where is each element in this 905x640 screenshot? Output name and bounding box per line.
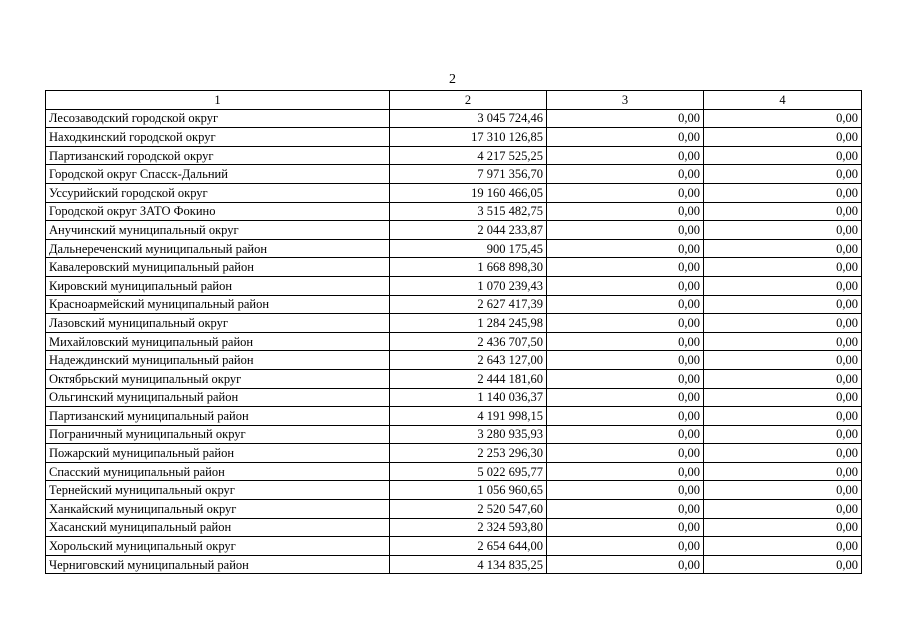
value-cell-col-3: 0,00: [547, 425, 704, 444]
municipality-name-cell: Находкинский городской округ: [46, 128, 390, 147]
value-cell-col-4: 0,00: [704, 481, 862, 500]
table-row: [46, 351, 862, 370]
value-cell-col-2: 4 217 525,25: [390, 146, 547, 165]
value-cell-col-3: 0,00: [547, 369, 704, 388]
value-cell-col-4: 0,00: [704, 462, 862, 481]
value-cell-col-4: 0,00: [704, 314, 862, 333]
value-cell-col-4: 0,00: [704, 407, 862, 426]
value-cell-col-2: 2 520 547,60: [390, 500, 547, 519]
table-row: [46, 146, 862, 165]
municipality-name-cell: Спасский муниципальный район: [46, 462, 390, 481]
table-row: [46, 518, 862, 537]
value-cell-col-2: 2 436 707,50: [390, 332, 547, 351]
value-cell-col-4: 0,00: [704, 276, 862, 295]
value-cell-col-2: 4 134 835,25: [390, 555, 547, 574]
value-cell-col-3: 0,00: [547, 165, 704, 184]
municipality-name-cell: Красноармейский муниципальный район: [46, 295, 390, 314]
table-body: [46, 109, 862, 574]
value-cell-col-3: 0,00: [547, 537, 704, 556]
budget-table: [45, 90, 862, 574]
value-cell-col-4: 0,00: [704, 221, 862, 240]
municipality-name-cell: Лазовский муниципальный округ: [46, 314, 390, 333]
value-cell-col-4: 0,00: [704, 128, 862, 147]
value-cell-col-2: 3 515 482,75: [390, 202, 547, 221]
value-cell-col-4: 0,00: [704, 165, 862, 184]
value-cell-col-4: 0,00: [704, 537, 862, 556]
municipality-name-cell: Партизанский муниципальный район: [46, 407, 390, 426]
table-row: [46, 295, 862, 314]
table-row: [46, 481, 862, 500]
value-cell-col-2: 5 022 695,77: [390, 462, 547, 481]
value-cell-col-2: 2 324 593,80: [390, 518, 547, 537]
value-cell-col-4: 0,00: [704, 146, 862, 165]
value-cell-col-4: 0,00: [704, 351, 862, 370]
value-cell-col-3: 0,00: [547, 146, 704, 165]
value-cell-col-2: 900 175,45: [390, 239, 547, 258]
value-cell-col-4: 0,00: [704, 369, 862, 388]
municipality-name-cell: Михайловский муниципальный район: [46, 332, 390, 351]
page-number: 2: [449, 72, 456, 87]
table-row: [46, 388, 862, 407]
table-row: [46, 276, 862, 295]
value-cell-col-3: 0,00: [547, 276, 704, 295]
value-cell-col-2: 4 191 998,15: [390, 407, 547, 426]
municipality-name-cell: Октябрьский муниципальный округ: [46, 369, 390, 388]
value-cell-col-3: 0,00: [547, 407, 704, 426]
municipality-name-cell: Дальнереченский муниципальный район: [46, 239, 390, 258]
municipality-name-cell: Городской округ Спасск-Дальний: [46, 165, 390, 184]
value-cell-col-4: 0,00: [704, 109, 862, 128]
value-cell-col-3: 0,00: [547, 314, 704, 333]
municipality-name-cell: Черниговский муниципальный район: [46, 555, 390, 574]
value-cell-col-4: 0,00: [704, 258, 862, 277]
value-cell-col-2: 2 627 417,39: [390, 295, 547, 314]
value-cell-col-2: 17 310 126,85: [390, 128, 547, 147]
municipality-name-cell: Пограничный муниципальный округ: [46, 425, 390, 444]
municipality-name-cell: Хорольский муниципальный округ: [46, 537, 390, 556]
value-cell-col-3: 0,00: [547, 221, 704, 240]
value-cell-col-2: 1 284 245,98: [390, 314, 547, 333]
municipality-name-cell: Партизанский городской округ: [46, 146, 390, 165]
value-cell-col-2: 2 253 296,30: [390, 444, 547, 463]
municipality-name-cell: Надеждинский муниципальный район: [46, 351, 390, 370]
column-header-1: 1: [46, 91, 390, 110]
table-row: [46, 128, 862, 147]
value-cell-col-3: 0,00: [547, 239, 704, 258]
municipality-name-cell: Лесозаводский городской округ: [46, 109, 390, 128]
table-row: [46, 109, 862, 128]
municipality-name-cell: Городской округ ЗАТО Фокино: [46, 202, 390, 221]
value-cell-col-3: 0,00: [547, 481, 704, 500]
value-cell-col-4: 0,00: [704, 500, 862, 519]
value-cell-col-2: 3 280 935,93: [390, 425, 547, 444]
value-cell-col-3: 0,00: [547, 109, 704, 128]
table-row: [46, 221, 862, 240]
municipality-name-cell: Хасанский муниципальный район: [46, 518, 390, 537]
value-cell-col-3: 0,00: [547, 444, 704, 463]
value-cell-col-4: 0,00: [704, 388, 862, 407]
municipality-name-cell: Ханкайский муниципальный округ: [46, 500, 390, 519]
value-cell-col-4: 0,00: [704, 295, 862, 314]
column-header-4: 4: [704, 91, 862, 110]
value-cell-col-2: 1 070 239,43: [390, 276, 547, 295]
value-cell-col-4: 0,00: [704, 183, 862, 202]
table-row: [46, 555, 862, 574]
value-cell-col-3: 0,00: [547, 295, 704, 314]
value-cell-col-2: 7 971 356,70: [390, 165, 547, 184]
value-cell-col-4: 0,00: [704, 444, 862, 463]
table-row: [46, 165, 862, 184]
value-cell-col-4: 0,00: [704, 425, 862, 444]
value-cell-col-3: 0,00: [547, 258, 704, 277]
municipality-name-cell: Уссурийский городской округ: [46, 183, 390, 202]
value-cell-col-2: 2 044 233,87: [390, 221, 547, 240]
value-cell-col-2: 2 654 644,00: [390, 537, 547, 556]
value-cell-col-3: 0,00: [547, 202, 704, 221]
value-cell-col-4: 0,00: [704, 202, 862, 221]
table-row: [46, 239, 862, 258]
value-cell-col-2: 3 045 724,46: [390, 109, 547, 128]
table-row: [46, 425, 862, 444]
table-row: [46, 258, 862, 277]
value-cell-col-4: 0,00: [704, 332, 862, 351]
value-cell-col-3: 0,00: [547, 128, 704, 147]
municipality-name-cell: Кавалеровский муниципальный район: [46, 258, 390, 277]
table-header-row: [46, 91, 862, 110]
value-cell-col-3: 0,00: [547, 332, 704, 351]
table-row: [46, 314, 862, 333]
table-row: [46, 202, 862, 221]
value-cell-col-2: 19 160 466,05: [390, 183, 547, 202]
value-cell-col-2: 1 140 036,37: [390, 388, 547, 407]
table-row: [46, 444, 862, 463]
table-row: [46, 500, 862, 519]
municipality-name-cell: Ольгинский муниципальный район: [46, 388, 390, 407]
table-row: [46, 332, 862, 351]
value-cell-col-3: 0,00: [547, 518, 704, 537]
value-cell-col-4: 0,00: [704, 555, 862, 574]
column-header-2: 2: [390, 91, 547, 110]
table-row: [46, 369, 862, 388]
value-cell-col-2: 2 643 127,00: [390, 351, 547, 370]
value-cell-col-4: 0,00: [704, 518, 862, 537]
value-cell-col-4: 0,00: [704, 239, 862, 258]
value-cell-col-3: 0,00: [547, 388, 704, 407]
table-row: [46, 462, 862, 481]
value-cell-col-2: 1 056 960,65: [390, 481, 547, 500]
value-cell-col-3: 0,00: [547, 462, 704, 481]
municipality-name-cell: Пожарский муниципальный район: [46, 444, 390, 463]
table-row: [46, 407, 862, 426]
value-cell-col-3: 0,00: [547, 500, 704, 519]
column-header-3: 3: [547, 91, 704, 110]
municipality-name-cell: Тернейский муниципальный округ: [46, 481, 390, 500]
value-cell-col-3: 0,00: [547, 351, 704, 370]
table-row: [46, 537, 862, 556]
table-row: [46, 183, 862, 202]
value-cell-col-3: 0,00: [547, 555, 704, 574]
municipality-name-cell: Кировский муниципальный район: [46, 276, 390, 295]
value-cell-col-3: 0,00: [547, 183, 704, 202]
value-cell-col-2: 1 668 898,30: [390, 258, 547, 277]
value-cell-col-2: 2 444 181,60: [390, 369, 547, 388]
municipality-name-cell: Анучинский муниципальный округ: [46, 221, 390, 240]
